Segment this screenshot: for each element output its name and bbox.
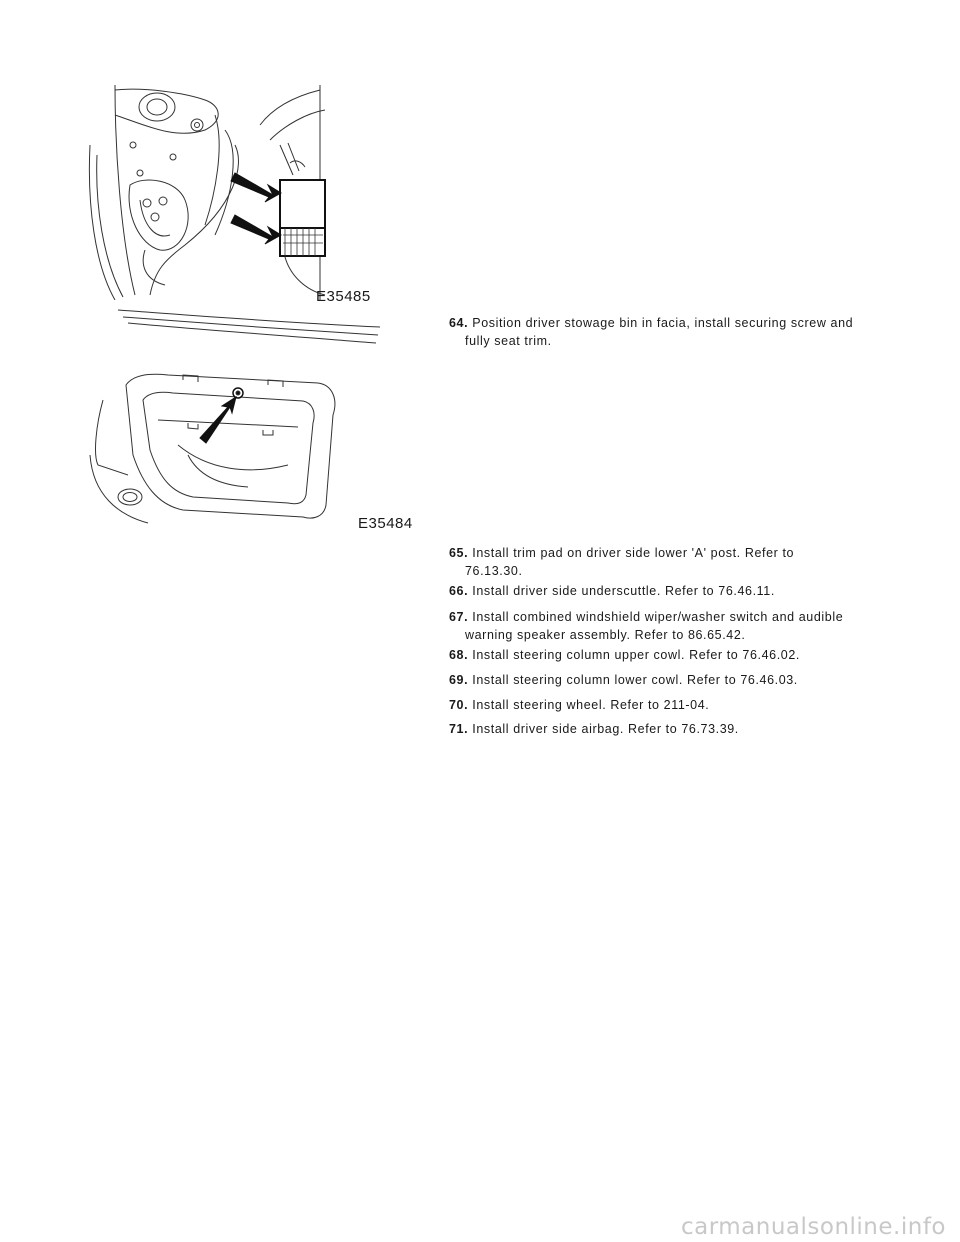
step-number: 66. bbox=[449, 584, 469, 598]
step-text-continued: warning speaker assembly. Refer to 86.65.42. bbox=[465, 628, 746, 642]
procedure-step-66 bbox=[449, 582, 889, 600]
figure-id-label: E35485 bbox=[316, 288, 371, 305]
procedure-step-68 bbox=[449, 646, 889, 664]
figure-id-label: E35484 bbox=[358, 515, 413, 532]
watermark-bar bbox=[0, 1202, 960, 1242]
step-number: 69. bbox=[449, 673, 469, 687]
step-number: 64. bbox=[449, 316, 469, 330]
step-number: 67. bbox=[449, 610, 469, 624]
step-number: 65. bbox=[449, 546, 469, 560]
step-text: Install steering column upper cowl. Refer to 76.46.02. bbox=[472, 648, 800, 662]
step-text: Install steering column lower cowl. Refer to 76.46.03. bbox=[472, 673, 798, 687]
figure-connector-illustration bbox=[85, 85, 335, 300]
step-text: Install combined windshield wiper/washer switch and audible bbox=[472, 610, 844, 624]
step-text-continued: 76.13.30. bbox=[465, 564, 523, 578]
step-text: Install steering wheel. Refer to 211-04. bbox=[472, 698, 710, 712]
step-text: Position driver stowage bin in facia, install securing screw and bbox=[472, 316, 854, 330]
procedure-step-71 bbox=[449, 720, 889, 738]
procedure-step-64 bbox=[449, 314, 889, 350]
step-number: 68. bbox=[449, 648, 469, 662]
step-text: Install trim pad on driver side lower 'A' post. Refer to bbox=[472, 546, 795, 560]
step-text: Install driver side airbag. Refer to 76.73.39. bbox=[472, 722, 739, 736]
procedure-step-70 bbox=[449, 696, 889, 714]
procedure-step-69 bbox=[449, 671, 889, 689]
figure-stowage-bin-illustration bbox=[88, 305, 388, 530]
step-text-continued: fully seat trim. bbox=[465, 334, 552, 348]
watermark-text: carmanualsonline.info bbox=[680, 1214, 946, 1240]
procedure-step-67 bbox=[449, 608, 889, 644]
step-text: Install driver side underscuttle. Refer to 76.46.11. bbox=[472, 584, 775, 598]
procedure-step-65 bbox=[449, 544, 889, 580]
step-number: 71. bbox=[449, 722, 469, 736]
step-number: 70. bbox=[449, 698, 469, 712]
